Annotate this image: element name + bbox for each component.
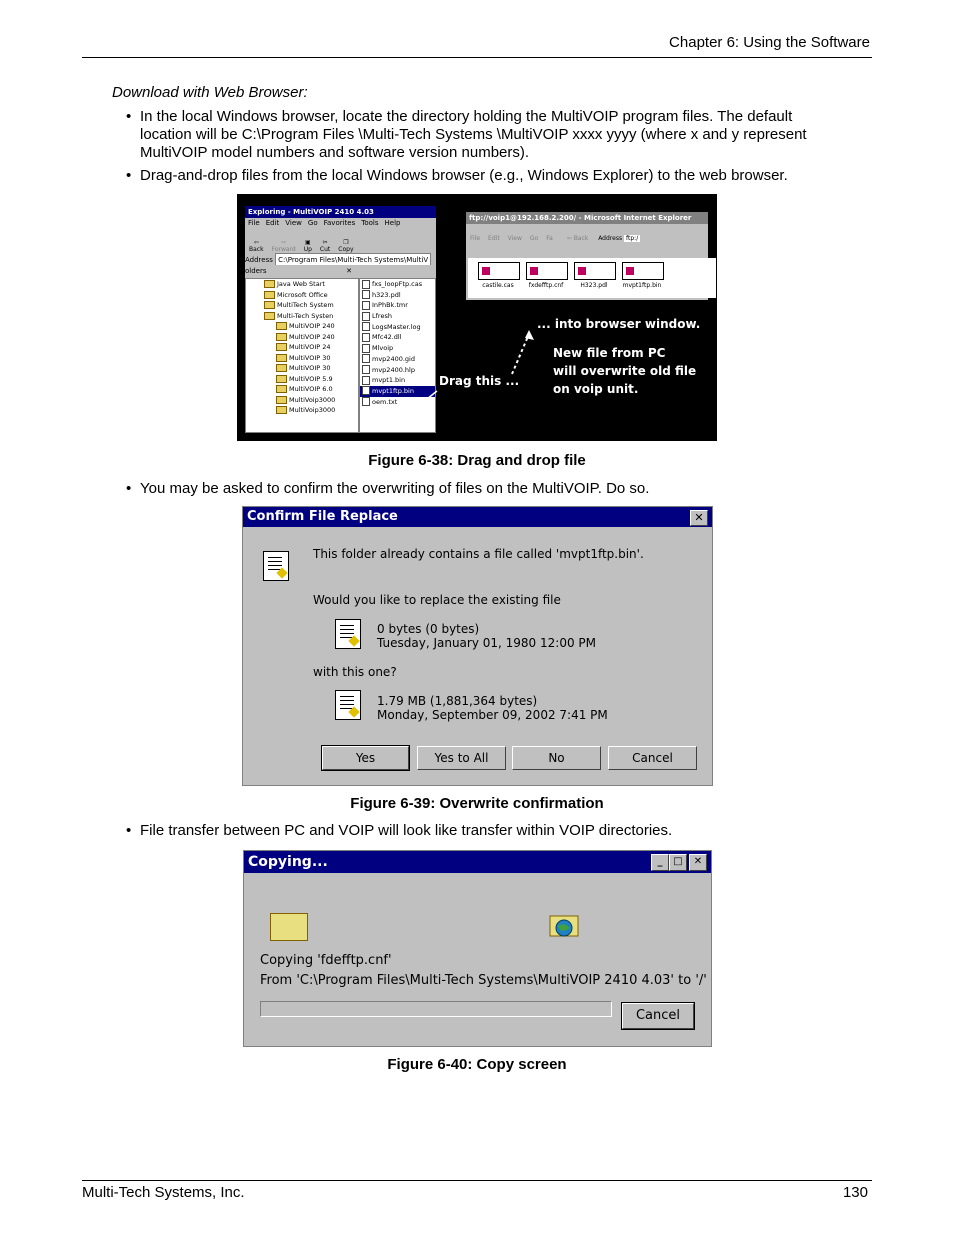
tree-item[interactable]: Java Web Start <box>246 279 358 290</box>
dialog-title: Copying... <box>248 854 328 870</box>
file-item[interactable]: InPhBk.tmr <box>360 300 435 311</box>
bullet-item: • In the local Windows browser, locate the directory holding the MultiVOIP program files. The default location will be C:\Program Files \Multi-Tech Systems \MultiVOIP xxxx yyyy (where x and y represent MultiVOIP model numbers and software version numbers). <box>126 108 846 162</box>
folder-icon <box>270 913 308 941</box>
tree-item[interactable]: Microsoft Office <box>246 290 358 301</box>
annotation-drag: Drag this ... <box>439 374 520 388</box>
dialog-message: This folder already contains a file called 'mvpt1ftp.bin'. <box>313 547 644 561</box>
existing-file-date: Tuesday, January 01, 1980 12:00 PM <box>377 636 596 650</box>
replace-icon <box>263 551 289 581</box>
dashed-arrow-line <box>512 334 529 374</box>
bullet-item: • File transfer between PC and VOIP will look like transfer within VOIP directories. <box>126 822 846 840</box>
file-item[interactable]: mvp2400.hlp <box>360 365 435 376</box>
bullet-line: Drag-and-drop files from the local Windows browser (e.g., Windows Explorer) to the web browser. <box>140 167 788 184</box>
maximize-button[interactable]: □ <box>669 854 687 871</box>
file-item[interactable]: mvp2400.gid <box>360 354 435 365</box>
no-button[interactable]: No <box>512 746 601 770</box>
bullet-item: • Drag-and-drop files from the local Windows browser (e.g., Windows Explorer) to the web browser. <box>126 167 846 185</box>
dialog-title: Confirm File Replace <box>247 509 398 524</box>
copying-path: From 'C:\Program Files\Multi-Tech Systems\MultiVOIP 2410 4.03' to '/' <box>260 973 707 988</box>
file-item[interactable]: oem.txt <box>360 397 435 408</box>
up-button[interactable]: ▣ Up <box>303 239 312 253</box>
bullet-line: In the local Windows browser, locate the directory holding the MultiVOIP program files. The default <box>140 108 793 125</box>
annotation-into-browser: ... into browser window. <box>537 317 701 331</box>
footer-rule <box>82 1180 872 1181</box>
menu-view[interactable]: View <box>285 219 302 227</box>
menu-favorites[interactable]: Favorites <box>323 219 356 227</box>
file-item-selected[interactable]: mvpt1ftp.bin <box>360 386 435 397</box>
address-input[interactable]: C:\Program Files\Multi-Tech Systems\MultiV <box>275 253 431 265</box>
file-icon <box>335 619 361 649</box>
file-item[interactable]: LogsMaster.log <box>360 322 435 333</box>
ie-menu-view[interactable]: View <box>507 235 522 242</box>
ftp-file[interactable]: H323.pdl <box>574 258 614 298</box>
address-bar: Address C:\Program Files\Multi-Tech Systems\MultiV <box>245 253 436 265</box>
tree-item[interactable]: MultiVOIP 6.0 <box>246 384 358 395</box>
tree-item[interactable]: MultiTech System <box>246 300 358 311</box>
ie-menu-file[interactable]: File <box>470 235 481 242</box>
cut-button[interactable]: ✂ Cut <box>319 239 331 253</box>
bullet-line: You may be asked to confirm the overwriting of files on the MultiVOIP. Do so. <box>140 480 650 497</box>
file-item[interactable]: Lfresh <box>360 311 435 322</box>
ie-menu-edit[interactable]: Edit <box>488 235 500 242</box>
drag-arrows <box>237 194 717 441</box>
ftp-file[interactable]: castile.cas <box>478 258 518 298</box>
explorer-title: Exploring - MultiVOIP 2410 4.03 <box>245 206 436 218</box>
minimize-button[interactable]: _ <box>651 854 669 871</box>
menu-file[interactable]: File <box>248 219 260 227</box>
figure-caption: Figure 6-40: Copy screen <box>387 1056 567 1073</box>
running-header: Chapter 6: Using the Software <box>669 34 870 51</box>
figure-drag-drop <box>237 194 717 441</box>
tree-item[interactable]: MultiVOIP 240 <box>246 332 358 343</box>
cancel-button[interactable]: Cancel <box>608 746 697 770</box>
menu-help[interactable]: Help <box>384 219 401 227</box>
arrow-head-icon <box>413 401 423 410</box>
close-button[interactable]: ✕ <box>690 510 708 526</box>
tree-item[interactable]: MultiVOIP 30 <box>246 353 358 364</box>
dialog-titlebar <box>243 507 712 527</box>
file-item[interactable]: Mlvoip <box>360 343 435 354</box>
file-item[interactable]: Mfc42.dll <box>360 332 435 343</box>
ie-title: ftp://voip1@192.168.2.200/ - Microsoft Internet Explorer <box>466 212 708 224</box>
tree-item[interactable]: MultiVOIP 24 <box>246 342 358 353</box>
ie-address-input[interactable]: ftp:/ <box>626 235 639 242</box>
menu-edit[interactable]: Edit <box>265 219 280 227</box>
existing-file-size: 0 bytes (0 bytes) <box>377 622 480 636</box>
network-folder-icon <box>546 906 582 942</box>
header-rule <box>82 57 872 58</box>
menu-tools[interactable]: Tools <box>361 219 379 227</box>
tree-item[interactable]: MultiVOIP 5.9 <box>246 374 358 385</box>
progress-bar <box>260 1001 612 1017</box>
figure-caption: Figure 6-39: Overwrite confirmation <box>350 795 604 812</box>
folders-pane-header: olders ✕ <box>245 267 352 275</box>
ie-back-button[interactable]: ⇦ Back <box>566 235 589 242</box>
yes-button[interactable]: Yes <box>322 746 409 770</box>
file-item[interactable]: h323.pdl <box>360 290 435 301</box>
figure-caption: Figure 6-38: Drag and drop file <box>368 452 586 469</box>
copying-dialog <box>243 850 712 1047</box>
copying-filename: Copying 'fdefftp.cnf' <box>260 953 392 968</box>
bullet-line: location will be C:\Program Files \Multi-Tech Systems \MultiVOIP xxxx yyyy (where x and y represent <box>140 126 807 143</box>
cancel-button[interactable]: Cancel <box>622 1003 694 1029</box>
menu-go[interactable]: Go <box>307 219 318 227</box>
copy-button[interactable]: ❐ Copy <box>338 239 354 253</box>
dialog-question: Would you like to replace the existing file <box>313 593 561 607</box>
page-number: 130 <box>842 1184 868 1201</box>
forward-button[interactable]: ⇨ Forward <box>271 239 296 253</box>
tree-item[interactable]: MultiVOIP 30 <box>246 363 358 374</box>
new-file-date: Monday, September 09, 2002 7:41 PM <box>377 708 608 722</box>
ftp-file[interactable]: mvpt1ftp.bin <box>622 258 662 298</box>
footer-company: Multi-Tech Systems, Inc. <box>82 1184 245 1201</box>
ie-menu-go[interactable]: Go <box>529 235 539 242</box>
ftp-file[interactable]: fxdefftp.cnf <box>526 258 566 298</box>
section-title: Download with Web Browser: <box>112 84 308 101</box>
with-label: with this one? <box>313 665 397 679</box>
tree-item[interactable]: MultiVOIP 240 <box>246 321 358 332</box>
dialog-titlebar <box>244 851 711 873</box>
confirm-file-replace-dialog <box>242 506 713 786</box>
back-button[interactable]: ⇦ Back <box>249 239 264 253</box>
tree-item[interactable]: MultiVoip3000 <box>246 395 358 406</box>
yes-to-all-button[interactable]: Yes to All <box>417 746 506 770</box>
bullet-line: MultiVOIP model numbers and software version numbers). <box>140 144 530 161</box>
file-item[interactable]: mvpt1.bin <box>360 375 435 386</box>
tree-item[interactable]: MultiVoip3000 <box>246 405 358 416</box>
bullet-line: File transfer between PC and VOIP will look like transfer within VOIP directories. <box>140 822 673 839</box>
bullet-item: • You may be asked to confirm the overwriting of files on the MultiVOIP. Do so. <box>126 480 846 498</box>
annotation-new-file: New file from PC will overwrite old file on voip unit. <box>553 346 697 396</box>
file-icon <box>335 690 361 720</box>
ie-address-label: Address <box>598 235 623 242</box>
close-button[interactable]: ✕ <box>689 854 707 871</box>
tree-item[interactable]: Multi-Tech Systen <box>246 311 358 322</box>
ie-menu-fav[interactable]: Fa <box>546 235 553 242</box>
file-item[interactable]: fxs_loopFtp.cas <box>360 279 435 290</box>
new-file-size: 1.79 MB (1,881,364 bytes) <box>377 694 538 708</box>
